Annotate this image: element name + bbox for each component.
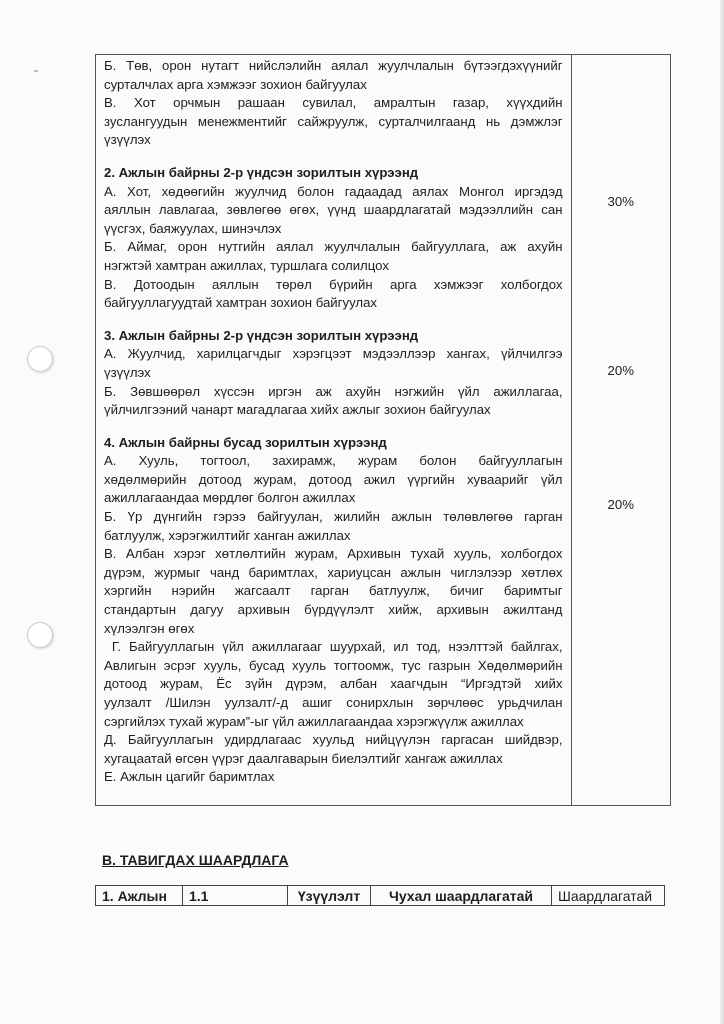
text-line: А. Хот, хөдөөгийн жуулчид болон гадаадад аялах Монгол иргэдэд	[104, 183, 563, 199]
punch-hole-top	[27, 346, 53, 372]
text-line: сурталчлах арга хэмжээг зохион байгуулах	[104, 76, 367, 92]
req-col-job: 1. Ажлын	[96, 886, 183, 906]
text-line: Е. Ажлын цагийг баримтлах	[104, 769, 275, 785]
text-line: Авлигын эсрэг хууль, бусад хууль тогтоомж, тус газрын Хөдөлмөрийн	[104, 657, 563, 673]
text-line: дүрэм, журмыг чанд баримтлах, хариуцсан ажлын чиглэлээр хөтлөх	[104, 564, 563, 580]
text-line: хүлээлгэн өгөх	[104, 620, 195, 636]
goal-4-block	[104, 434, 563, 787]
goal-4-heading: 4. Ажлын байрны бусад зорилтын хүрээнд	[104, 434, 387, 450]
duties-table	[95, 54, 671, 806]
text-line: хугацаатай өгсөн үүрэг даалгаварын биелэлтийг хангаж ажиллах	[104, 750, 503, 766]
text-line: нэгжтэй хамтран ажиллах, туршлага солилцох	[104, 257, 389, 273]
text-line: В. Дотоодын аяллын төрөл бүрийн арга хэмжээг холбогдох	[104, 276, 563, 292]
text-line: Д. Байгууллагын удирдлагаас хуульд нийцүүлэн гаргасан шийдвэр,	[104, 732, 563, 748]
goal-3-block	[104, 327, 563, 420]
text-line: стандартын дагуу архивын бүрдүүлэлт хийж, архивын ажилтанд	[104, 602, 563, 618]
continuation-block	[104, 57, 563, 150]
text-line: хэргийн нэрийн жагсаалт гарган батлуулж, бичиг баримтыг	[104, 583, 563, 599]
scan-mark	[34, 70, 38, 72]
goal-3-percent: 20%	[607, 363, 634, 378]
duties-row	[96, 55, 671, 806]
text-line: аяллын лавлагаа, зөвлөгөө өгөх, үүнд шаардлагатай мэдээллийн сан	[104, 202, 563, 218]
text-line: батлуулж, хэрэгжилтийг ханган ажиллах	[104, 527, 351, 543]
goal-3-heading: 3. Ажлын байрны 2-р үндсэн зорилтын хүрээнд	[104, 327, 419, 343]
percent-cell	[571, 55, 670, 806]
text-line: Б. Зөвшөөрөл хүссэн иргэн аж ахуйн нэгжийн үйл ажиллагаа,	[104, 383, 563, 399]
text-line: хөдөлмөрийн дотоод журам, дотоод ажил үүргийн хуваарийг үйл	[104, 471, 563, 487]
requirements-title: В. ТАВИГДАХ ШААРДЛАГА	[102, 852, 289, 868]
req-col-number: 1.1	[183, 886, 288, 906]
text-line: уулзалт /Шилэн уулзалт/-д ашиг сонирхлын зөрчлөөс урьдчилан	[104, 695, 563, 710]
text-line: В. Хот орчмын рашаан сувилал, амралтын газар, хүүхдийн	[104, 95, 563, 111]
punch-hole-bottom	[27, 622, 53, 648]
text-line: Б. Төв, орон нутагт нийслэлийн аялал жуулчлалын бүтээгдэхүүнийг	[104, 58, 563, 73]
goal-4-percent: 20%	[607, 497, 634, 512]
requirements-header-row	[96, 886, 665, 906]
goal-2-heading: 2. Ажлын байрны 2-р үндсэн зорилтын хүрээнд	[104, 164, 419, 180]
req-col-essential: Чухал шаардлагатай	[371, 886, 552, 906]
text-line: үүсгэх, баяжуулах, шинэчлэх	[104, 220, 282, 236]
req-col-required: Шаардлагатай	[552, 886, 665, 906]
text-line: А. Жуулчид, харилцагчдыг хэрэгцээт мэдээллээр хангах, үйлчилгээ	[104, 346, 563, 362]
text-line: А. Хууль, тогтоол, захирамж, журам болон байгууллагын	[104, 453, 563, 469]
text-line: үзүүлэх	[104, 364, 151, 380]
text-line: үзүүлэх	[104, 132, 151, 148]
requirements-table	[95, 885, 665, 906]
text-line: Б. Аймаг, орон нутгийн аялал жуулчлалын байгууллага, аж ахуйн	[104, 239, 563, 255]
text-line: үйлчилгээний чанарт магадлагаа хийх ажлыг зохион байгуулах	[104, 402, 491, 418]
text-line: зуслангуудын менежментийг сайжруулж, сурталчилгаанд нь дэмжлэг	[104, 113, 563, 129]
text-line: байгууллагуудтай хамтран зохион байгуулах	[104, 295, 378, 311]
text-line: Б. Үр дүнгийн гэрээ байгуулан, жилийн ажлын төлөвлөгөө гарган	[104, 509, 563, 525]
text-line: Г. Байгууллагын үйл ажиллагааг шуурхай, ил тод, нээлттэй байлгах,	[104, 639, 563, 655]
goal-2-percent: 30%	[607, 194, 634, 209]
paper-edge	[720, 0, 724, 1024]
req-col-indicator: Үзүүлэлт	[288, 886, 371, 906]
text-line: сэргийлэх тухай журам”-ыг үйл ажиллагаандаа хэрэгжүүлж ажиллах	[104, 713, 524, 729]
text-line: ажиллагаандаа мөрдлөг болгон ажиллах	[104, 490, 356, 506]
text-line: В. Албан хэрэг хөтлөлтийн журам, Архивын тухай хууль, холбогдох	[104, 546, 563, 562]
duties-description-cell	[96, 55, 572, 806]
goal-2-block	[104, 164, 563, 313]
text-line: дотоод журам, Ёс зүйн дүрэм, албан хаагчдын “Иргэдтэй хийх	[104, 676, 563, 692]
